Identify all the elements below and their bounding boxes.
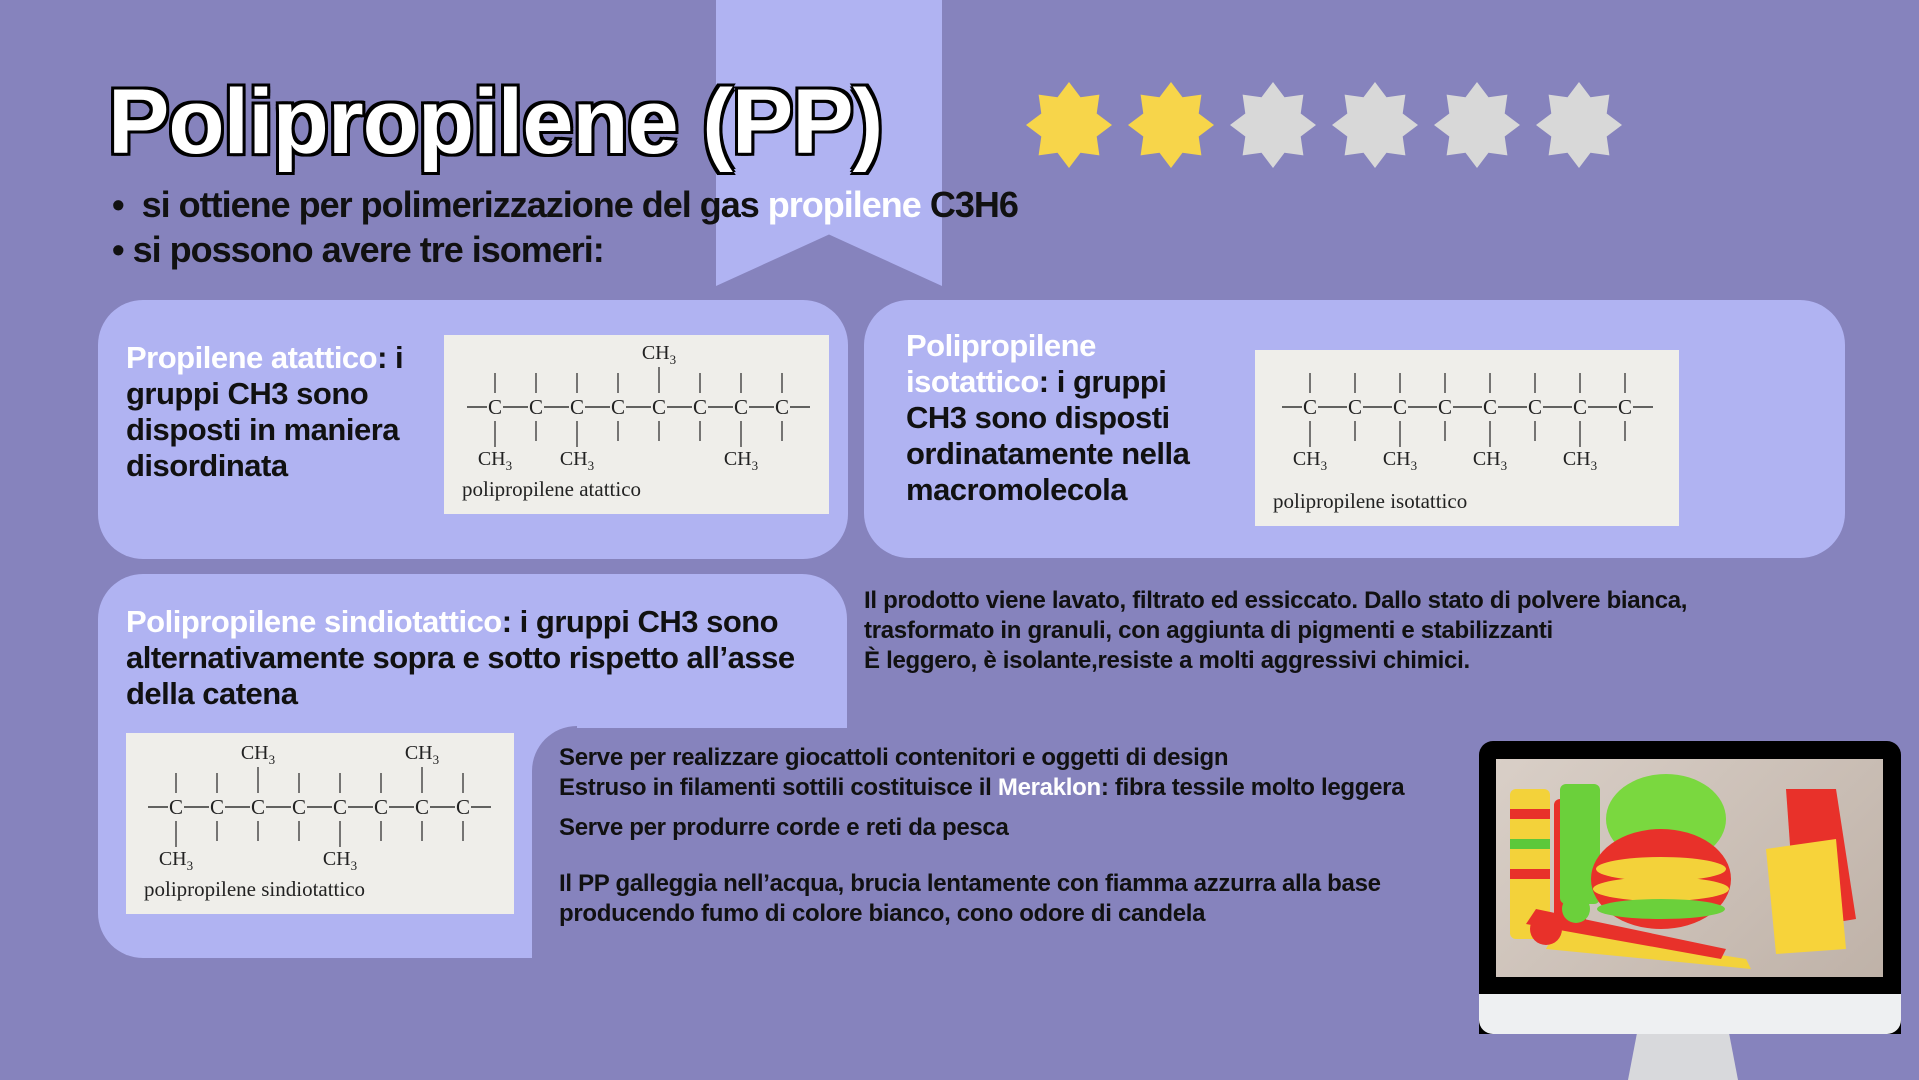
ch3-group: $CH_3$ xyxy=(158,848,194,873)
uses-line: Estruso in filamenti sottili costituisce il Meraklon: fibra tessile molto leggera xyxy=(559,774,1405,801)
sindiotattico-structure-image xyxy=(126,733,514,914)
carbon-atom: C xyxy=(774,395,790,419)
carbon-atom: C xyxy=(1347,395,1363,419)
carbon-atom: C xyxy=(332,795,348,819)
carbon-atom: C xyxy=(1482,395,1498,419)
isotattico-description: Polipropilene isotattico: i gruppi CH3 sono disposti ordinatamente nella macromolecola xyxy=(906,328,1190,507)
monitor-stand xyxy=(1628,1034,1738,1080)
ch3-group: $CH_3$ xyxy=(723,448,759,473)
ch3-group: $CH_3$ xyxy=(559,448,595,473)
structure-caption: polipropilene isotattico xyxy=(1273,489,1468,513)
star-filled-icon xyxy=(1128,82,1214,168)
ch3-group: $CH_3$ xyxy=(1472,448,1508,473)
carbon-atom: C xyxy=(569,395,585,419)
carbon-atom: C xyxy=(414,795,430,819)
bullet-item: • si possono avere tre isomeri: xyxy=(112,229,604,270)
ch3-group: $CH_3$ xyxy=(240,742,276,767)
process-line: trasformato in granuli, con aggiunta di pigmenti e stabilizzanti xyxy=(864,617,1553,644)
uses-line: Serve per produrre corde e reti da pesca xyxy=(559,814,1009,841)
intro-bullets xyxy=(112,182,1018,272)
carbon-atom: C xyxy=(692,395,708,419)
star-empty-icon xyxy=(1536,82,1622,168)
carbon-atom: C xyxy=(610,395,626,419)
uses-line: Serve per realizzare giocattoli contenitori e oggetti di design xyxy=(559,744,1229,771)
carbon-atom: C xyxy=(1617,395,1633,419)
bullet-item: • si ottiene per polimerizzazione del gas propilene C3H6 xyxy=(112,184,1018,225)
carbon-atom: C xyxy=(250,795,266,819)
process-line: È leggero, è isolante,resiste a molti aggressivi chimici. xyxy=(864,647,1470,674)
isotattico-structure-image xyxy=(1255,350,1679,526)
carbon-atom: C xyxy=(1392,395,1408,419)
carbon-atom: C xyxy=(168,795,184,819)
atattico-description: Propilene atattico: i gruppi CH3 sono disposti in maniera disordinata xyxy=(126,340,404,483)
uses-text xyxy=(559,743,1459,929)
structure-caption: polipropilene sindiotattico xyxy=(144,877,366,901)
ch3-group: $CH_3$ xyxy=(1382,448,1418,473)
ch3-group: $CH_3$ xyxy=(1562,448,1598,473)
page-title: Polipropilene (PP) xyxy=(108,71,883,173)
ch3-group: $CH_3$ xyxy=(477,448,513,473)
carbon-atom: C xyxy=(528,395,544,419)
carbon-atom: C xyxy=(733,395,749,419)
ch3-group: $CH_3$ xyxy=(404,742,440,767)
carbon-atom: C xyxy=(487,395,503,419)
uses-line: Il PP galleggia nell’acqua, brucia lentamente con fiamma azzurra alla base producendo fumo di colore bianco, cono odore di candela xyxy=(559,870,1381,927)
carbon-atom: C xyxy=(1302,395,1318,419)
ch3-group: $CH_3$ xyxy=(641,342,677,367)
process-line: Il prodotto viene lavato, filtrato ed essiccato. Dallo stato di polvere bianca, xyxy=(864,587,1688,614)
ch3-group: $CH_3$ xyxy=(322,848,358,873)
plastic-products-photo xyxy=(1496,759,1883,977)
carbon-atom: C xyxy=(1527,395,1543,419)
carbon-atom: C xyxy=(1437,395,1453,419)
carbon-atom: C xyxy=(651,395,667,419)
star-empty-icon xyxy=(1434,82,1520,168)
star-empty-icon xyxy=(1332,82,1418,168)
process-text xyxy=(864,586,1904,676)
carbon-atom: C xyxy=(373,795,389,819)
structure-caption: polipropilene atattico xyxy=(462,477,642,501)
carbon-atom: C xyxy=(209,795,225,819)
star-filled-icon xyxy=(1026,82,1112,168)
carbon-atom: C xyxy=(1572,395,1588,419)
carbon-atom: C xyxy=(291,795,307,819)
ch3-group: $CH_3$ xyxy=(1292,448,1328,473)
monitor-chin xyxy=(1479,994,1901,1034)
carbon-atom: C xyxy=(455,795,471,819)
sindiotattico-description: Polipropilene sindiotattico: i gruppi CH3 sono alternativamente sopra e sotto rispetto all’asse della catena xyxy=(126,604,795,711)
star-empty-icon xyxy=(1230,82,1316,168)
atattico-structure-image xyxy=(444,335,829,514)
